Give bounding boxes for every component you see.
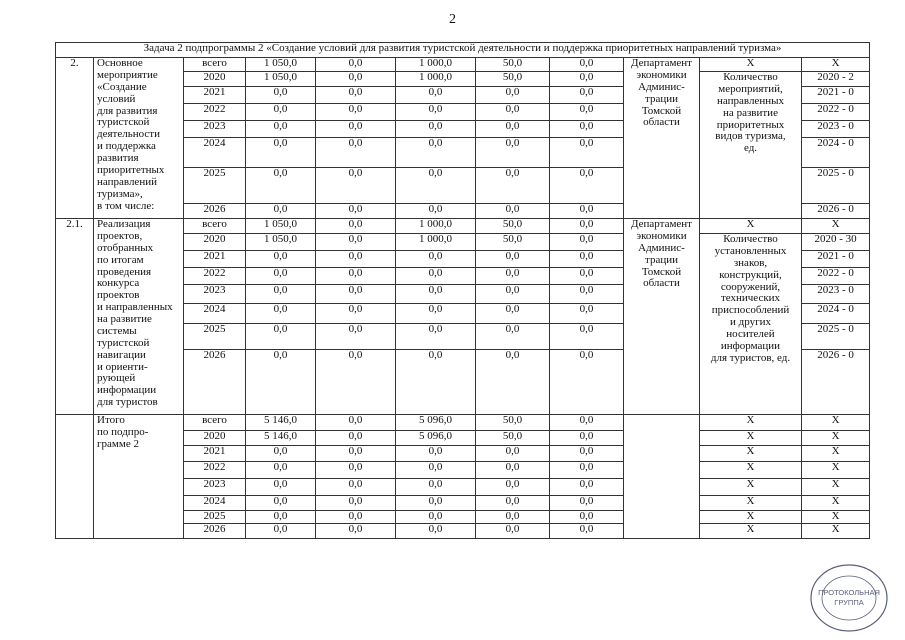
- total-cell: 1 050,0: [246, 234, 316, 251]
- regional-cell: 0,0: [396, 87, 476, 104]
- indicator-value: 2020 - 2: [802, 72, 870, 87]
- federal-cell: 0,0: [316, 121, 396, 138]
- year-cell: 2020: [184, 431, 246, 446]
- total-cell: 0,0: [246, 350, 316, 415]
- indicator-value: X: [802, 496, 870, 511]
- other-cell: 0,0: [550, 72, 624, 87]
- other-cell: 0,0: [550, 219, 624, 234]
- other-cell: 0,0: [550, 138, 624, 168]
- total-cell: 0,0: [246, 496, 316, 511]
- regional-cell: 0,0: [396, 446, 476, 462]
- regional-cell: 5 096,0: [396, 415, 476, 431]
- indicator-value: 2021 - 0: [802, 87, 870, 104]
- indicator-x: X: [700, 496, 802, 511]
- indicator-value: 2024 - 0: [802, 138, 870, 168]
- indicator-x: X: [700, 431, 802, 446]
- table-row: [56, 219, 870, 234]
- indicator-value: 2026 - 0: [802, 204, 870, 219]
- year-cell: всего: [184, 58, 246, 72]
- local-cell: 0,0: [476, 524, 550, 539]
- federal-cell: 0,0: [316, 524, 396, 539]
- task-header: Задача 2 подпрограммы 2 «Создание условий для развития туристской деятельности и поддержка приоритетных направлений туризма»: [56, 43, 870, 58]
- federal-cell: 0,0: [316, 511, 396, 524]
- total-cell: 0,0: [246, 304, 316, 324]
- other-cell: 0,0: [550, 496, 624, 511]
- indicator-value: X: [802, 219, 870, 234]
- indicator-value: X: [802, 58, 870, 72]
- other-cell: 0,0: [550, 58, 624, 72]
- federal-cell: 0,0: [316, 304, 396, 324]
- year-cell: 2023: [184, 479, 246, 496]
- indicator-value: 2023 - 0: [802, 121, 870, 138]
- executor-cell: Департамент экономики Админис- трации Томской области: [624, 58, 700, 219]
- year-cell: 2025: [184, 324, 246, 350]
- item-number: 2.1.: [56, 219, 94, 415]
- indicator-value: X: [802, 462, 870, 479]
- year-cell: 2021: [184, 446, 246, 462]
- local-cell: 50,0: [476, 431, 550, 446]
- indicator-x: X: [700, 415, 802, 431]
- regional-cell: 0,0: [396, 204, 476, 219]
- year-cell: 2024: [184, 138, 246, 168]
- regional-cell: 0,0: [396, 496, 476, 511]
- regional-cell: 0,0: [396, 524, 476, 539]
- federal-cell: 0,0: [316, 72, 396, 87]
- year-cell: 2024: [184, 496, 246, 511]
- federal-cell: 0,0: [316, 138, 396, 168]
- indicator-x: X: [700, 219, 802, 234]
- item-name: Реализация проектов, отобранных по итогам проведения конкурса проектов и направленных на развитие системы туристской навигации и ориенти- рующей информации для туристов: [94, 219, 184, 415]
- year-cell: 2024: [184, 304, 246, 324]
- total-cell: 0,0: [246, 511, 316, 524]
- local-cell: 0,0: [476, 511, 550, 524]
- indicator-value: X: [802, 446, 870, 462]
- indicator-x: X: [700, 524, 802, 539]
- other-cell: 0,0: [550, 87, 624, 104]
- federal-cell: 0,0: [316, 496, 396, 511]
- total-cell: 0,0: [246, 524, 316, 539]
- total-cell: 5 146,0: [246, 415, 316, 431]
- federal-cell: 0,0: [316, 350, 396, 415]
- regional-cell: 0,0: [396, 511, 476, 524]
- local-cell: 50,0: [476, 58, 550, 72]
- indicator-value: 2021 - 0: [802, 251, 870, 268]
- indicator-x: X: [700, 462, 802, 479]
- regional-cell: 5 096,0: [396, 431, 476, 446]
- local-cell: 0,0: [476, 268, 550, 285]
- total-cell: 1 050,0: [246, 72, 316, 87]
- total-cell: 0,0: [246, 251, 316, 268]
- local-cell: 50,0: [476, 234, 550, 251]
- year-cell: 2020: [184, 72, 246, 87]
- indicator-value: 2024 - 0: [802, 304, 870, 324]
- indicator-value: X: [802, 511, 870, 524]
- program-table: [55, 42, 870, 539]
- regional-cell: 1 000,0: [396, 219, 476, 234]
- total-cell: 0,0: [246, 462, 316, 479]
- local-cell: 0,0: [476, 251, 550, 268]
- local-cell: 50,0: [476, 72, 550, 87]
- other-cell: 0,0: [550, 168, 624, 204]
- indicator-value: 2023 - 0: [802, 285, 870, 304]
- indicator-x: X: [700, 479, 802, 496]
- total-cell: 0,0: [246, 87, 316, 104]
- total-cell: 0,0: [246, 324, 316, 350]
- total-cell: 0,0: [246, 268, 316, 285]
- local-cell: 0,0: [476, 104, 550, 121]
- total-cell: 0,0: [246, 121, 316, 138]
- executor-cell: Департамент экономики Админис- трации Томской области: [624, 219, 700, 415]
- other-cell: 0,0: [550, 479, 624, 496]
- federal-cell: 0,0: [316, 87, 396, 104]
- other-cell: 0,0: [550, 524, 624, 539]
- indicator-name: Количество мероприятий, направленных на развитие приоритетных видов туризма, ед.: [700, 72, 802, 219]
- indicator-value: 2025 - 0: [802, 324, 870, 350]
- indicator-value: 2020 - 30: [802, 234, 870, 251]
- other-cell: 0,0: [550, 446, 624, 462]
- total-cell: 0,0: [246, 168, 316, 204]
- local-cell: 0,0: [476, 168, 550, 204]
- year-cell: всего: [184, 219, 246, 234]
- total-cell: 0,0: [246, 204, 316, 219]
- item-name: Итого по подпро- грамме 2: [94, 415, 184, 539]
- federal-cell: 0,0: [316, 168, 396, 204]
- regional-cell: 0,0: [396, 462, 476, 479]
- regional-cell: 0,0: [396, 168, 476, 204]
- local-cell: 0,0: [476, 462, 550, 479]
- indicator-x: X: [700, 511, 802, 524]
- total-cell: 0,0: [246, 446, 316, 462]
- federal-cell: 0,0: [316, 479, 396, 496]
- year-cell: всего: [184, 415, 246, 431]
- other-cell: 0,0: [550, 324, 624, 350]
- year-cell: 2022: [184, 268, 246, 285]
- item-number: 2.: [56, 58, 94, 219]
- federal-cell: 0,0: [316, 431, 396, 446]
- year-cell: 2023: [184, 285, 246, 304]
- task-header-row: [56, 43, 870, 58]
- local-cell: 50,0: [476, 219, 550, 234]
- regional-cell: 0,0: [396, 104, 476, 121]
- item-name: Основное мероприятие «Создание условий для развития туристской деятельности и поддержка развития приоритетных направлений туризма», в том числе:: [94, 58, 184, 219]
- regional-cell: 1 000,0: [396, 234, 476, 251]
- local-cell: 0,0: [476, 138, 550, 168]
- federal-cell: 0,0: [316, 446, 396, 462]
- indicator-value: X: [802, 415, 870, 431]
- other-cell: 0,0: [550, 415, 624, 431]
- other-cell: 0,0: [550, 511, 624, 524]
- federal-cell: 0,0: [316, 415, 396, 431]
- regional-cell: 0,0: [396, 479, 476, 496]
- other-cell: 0,0: [550, 285, 624, 304]
- page-number: 2: [449, 12, 456, 27]
- total-cell: 1 050,0: [246, 58, 316, 72]
- federal-cell: 0,0: [316, 219, 396, 234]
- federal-cell: 0,0: [316, 204, 396, 219]
- other-cell: 0,0: [550, 304, 624, 324]
- local-cell: 50,0: [476, 415, 550, 431]
- indicator-value: X: [802, 431, 870, 446]
- other-cell: 0,0: [550, 350, 624, 415]
- year-cell: 2025: [184, 511, 246, 524]
- federal-cell: 0,0: [316, 58, 396, 72]
- indicator-x: X: [700, 446, 802, 462]
- regional-cell: 0,0: [396, 251, 476, 268]
- svg-text:ГРУППА: ГРУППА: [834, 598, 864, 607]
- indicator-value: 2026 - 0: [802, 350, 870, 415]
- other-cell: 0,0: [550, 268, 624, 285]
- year-cell: 2022: [184, 462, 246, 479]
- year-cell: 2020: [184, 234, 246, 251]
- other-cell: 0,0: [550, 431, 624, 446]
- regional-cell: 1 000,0: [396, 72, 476, 87]
- total-cell: 0,0: [246, 138, 316, 168]
- regional-cell: 1 000,0: [396, 58, 476, 72]
- local-cell: 0,0: [476, 324, 550, 350]
- item-number: [56, 415, 94, 539]
- federal-cell: 0,0: [316, 285, 396, 304]
- total-cell: 0,0: [246, 479, 316, 496]
- local-cell: 0,0: [476, 304, 550, 324]
- total-cell: 0,0: [246, 104, 316, 121]
- year-cell: 2025: [184, 168, 246, 204]
- indicator-x: X: [700, 58, 802, 72]
- other-cell: 0,0: [550, 204, 624, 219]
- total-cell: 5 146,0: [246, 431, 316, 446]
- federal-cell: 0,0: [316, 462, 396, 479]
- local-cell: 0,0: [476, 285, 550, 304]
- regional-cell: 0,0: [396, 285, 476, 304]
- regional-cell: 0,0: [396, 324, 476, 350]
- year-cell: 2022: [184, 104, 246, 121]
- protocol-stamp: [808, 562, 890, 634]
- year-cell: 2023: [184, 121, 246, 138]
- indicator-value: 2025 - 0: [802, 168, 870, 204]
- federal-cell: 0,0: [316, 324, 396, 350]
- regional-cell: 0,0: [396, 304, 476, 324]
- indicator-value: X: [802, 479, 870, 496]
- federal-cell: 0,0: [316, 251, 396, 268]
- table-row: [56, 58, 870, 72]
- year-cell: 2026: [184, 204, 246, 219]
- svg-text:ПРОТОКОЛЬНАЯ: ПРОТОКОЛЬНАЯ: [818, 588, 880, 597]
- other-cell: 0,0: [550, 121, 624, 138]
- executor-cell: [624, 415, 700, 539]
- other-cell: 0,0: [550, 462, 624, 479]
- federal-cell: 0,0: [316, 234, 396, 251]
- year-cell: 2026: [184, 524, 246, 539]
- other-cell: 0,0: [550, 234, 624, 251]
- local-cell: 0,0: [476, 496, 550, 511]
- year-cell: 2021: [184, 87, 246, 104]
- total-cell: 1 050,0: [246, 219, 316, 234]
- local-cell: 0,0: [476, 121, 550, 138]
- other-cell: 0,0: [550, 251, 624, 268]
- indicator-value: 2022 - 0: [802, 104, 870, 121]
- federal-cell: 0,0: [316, 268, 396, 285]
- local-cell: 0,0: [476, 87, 550, 104]
- year-cell: 2026: [184, 350, 246, 415]
- regional-cell: 0,0: [396, 121, 476, 138]
- local-cell: 0,0: [476, 446, 550, 462]
- regional-cell: 0,0: [396, 138, 476, 168]
- federal-cell: 0,0: [316, 104, 396, 121]
- total-cell: 0,0: [246, 285, 316, 304]
- local-cell: 0,0: [476, 479, 550, 496]
- other-cell: 0,0: [550, 104, 624, 121]
- year-cell: 2021: [184, 251, 246, 268]
- local-cell: 0,0: [476, 350, 550, 415]
- local-cell: 0,0: [476, 204, 550, 219]
- indicator-value: 2022 - 0: [802, 268, 870, 285]
- indicator-value: X: [802, 524, 870, 539]
- indicator-name: Количество установленных знаков, конструкций, сооружений, технических приспособлений и других носителей информации для туристов, ед.: [700, 234, 802, 415]
- table-row: [56, 415, 870, 431]
- regional-cell: 0,0: [396, 350, 476, 415]
- regional-cell: 0,0: [396, 268, 476, 285]
